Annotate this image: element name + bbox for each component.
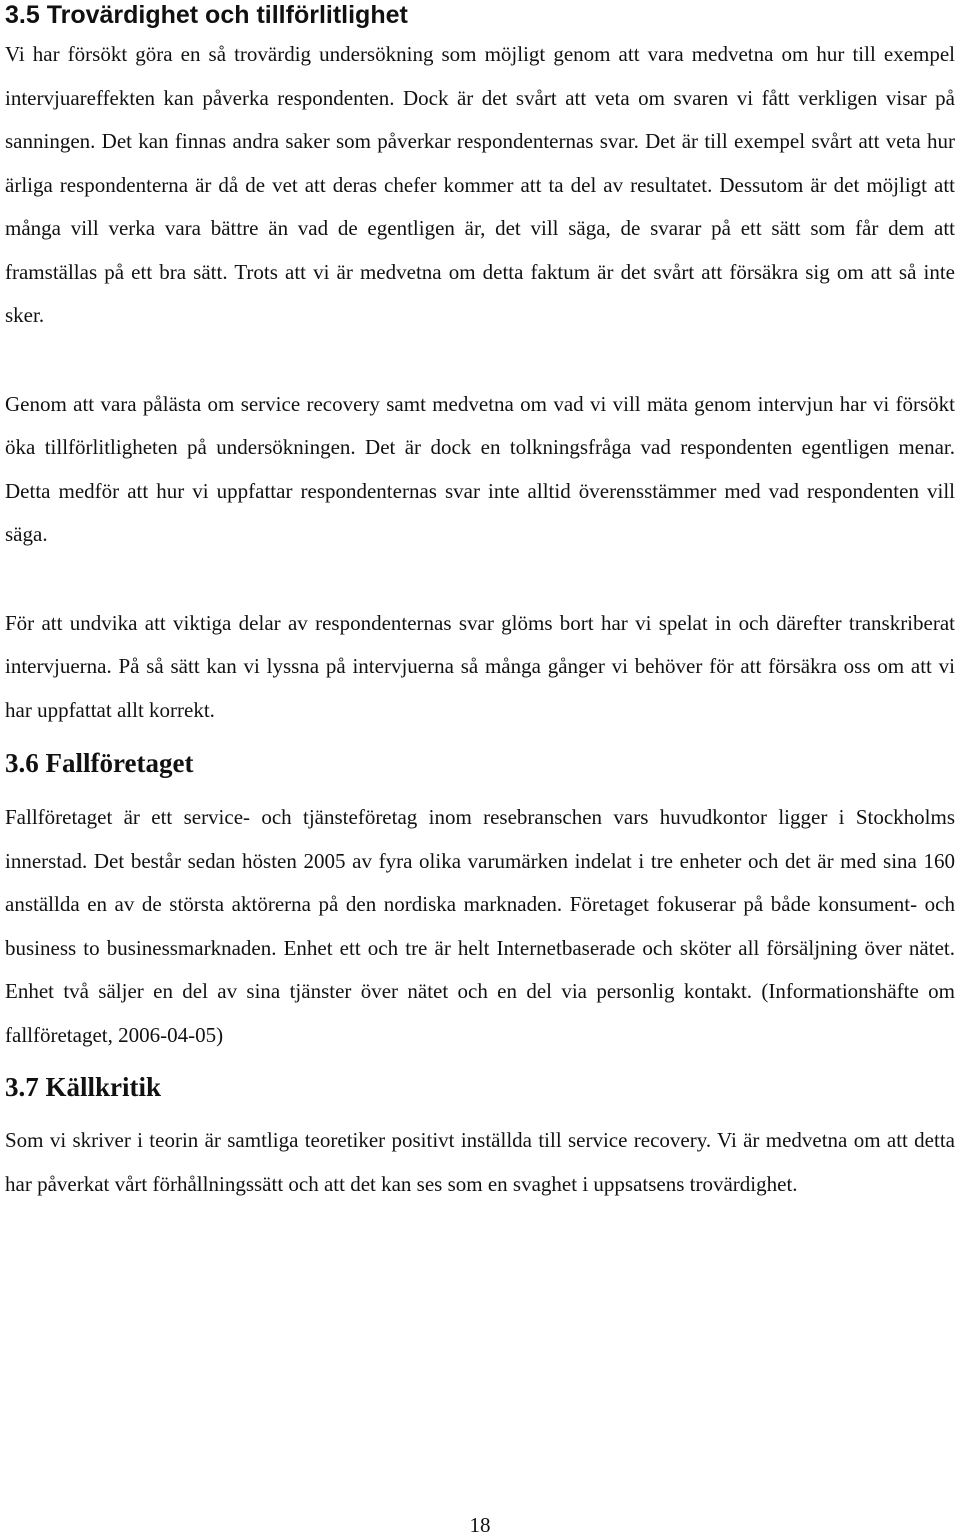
paragraph: För att undvika att viktiga delar av respondenternas svar glöms bort har vi spelat in och därefter transkriberat intervjuerna. På så sätt kan vi lyssna på intervjuerna så många gånger vi behöver för att försäkra oss om att vi har uppfattat allt korrekt. (5, 610, 955, 722)
section-heading-trovardighet: 3.5 Trovärdighet och tillförlitlighet (5, 1, 408, 29)
section-heading-fallforetaget: 3.6 Fallföretaget (5, 748, 194, 778)
paragraph: Som vi skriver i teorin är samtliga teoretiker positivt inställda till service recovery. Vi är medvetna om att detta har påverkat vårt förhållningssätt och att det kan ses som en svaghet i uppsatsens trovärdighet. (5, 1128, 955, 1196)
section-heading-kallkritik: 3.7 Källkritik (5, 1072, 162, 1102)
page-number: 18 (469, 1513, 491, 1537)
document-page (5, 0, 955, 1206)
paragraph: Genom att vara pålästa om service recovery samt medvetna om vad vi vill mäta genom intervjun har vi försökt öka tillförlitligheten på undersökningen. Det är dock en tolkningsfråga vad respondenten egentligen menar. Detta medför att hur vi uppfattar respondenternas svar inte alltid överensstämmer med vad respondenten vill säga. (5, 391, 955, 546)
paragraph: Vi har försökt göra en så trovärdig undersökning som möjligt genom att vara medvetna om hur till exempel intervjuareffekten kan påverka respondenten. Dock är det svårt att veta om svaren vi fått verkligen visar på sanningen. Det kan finnas andra saker som påverkar respondenternas svar. Det är till exempel svårt att veta hur ärliga respondenterna är då de vet att deras chefer kommer att ta del av resultatet. Dessutom är det möjligt att många vill verka vara bättre än vad de egentligen är, det vill säga, de svarar på ett sätt som får dem att framställas på ett bra sätt. Trots att vi är medvetna om detta faktum är det svårt att försäkra sig om att så inte sker. (5, 42, 955, 327)
paragraph: Fallföretaget är ett service- och tjänsteföretag inom resebranschen vars huvudkontor ligger i Stockholms innerstad. Det består sedan hösten 2005 av fyra olika varumärken indelat i tre enheter och det är med sina 160 anställda en av de största aktörerna på den nordiska marknaden. Företaget fokuserar på både konsument- och business to businessmarknaden. Enhet ett och tre är helt Internetbaserade och sköter all försäljning över nätet. Enhet två säljer en del av sina tjänster över nätet och en del via personlig kontakt. (Informationshäfte om fallföretaget, 2006-04-05) (5, 805, 955, 1047)
